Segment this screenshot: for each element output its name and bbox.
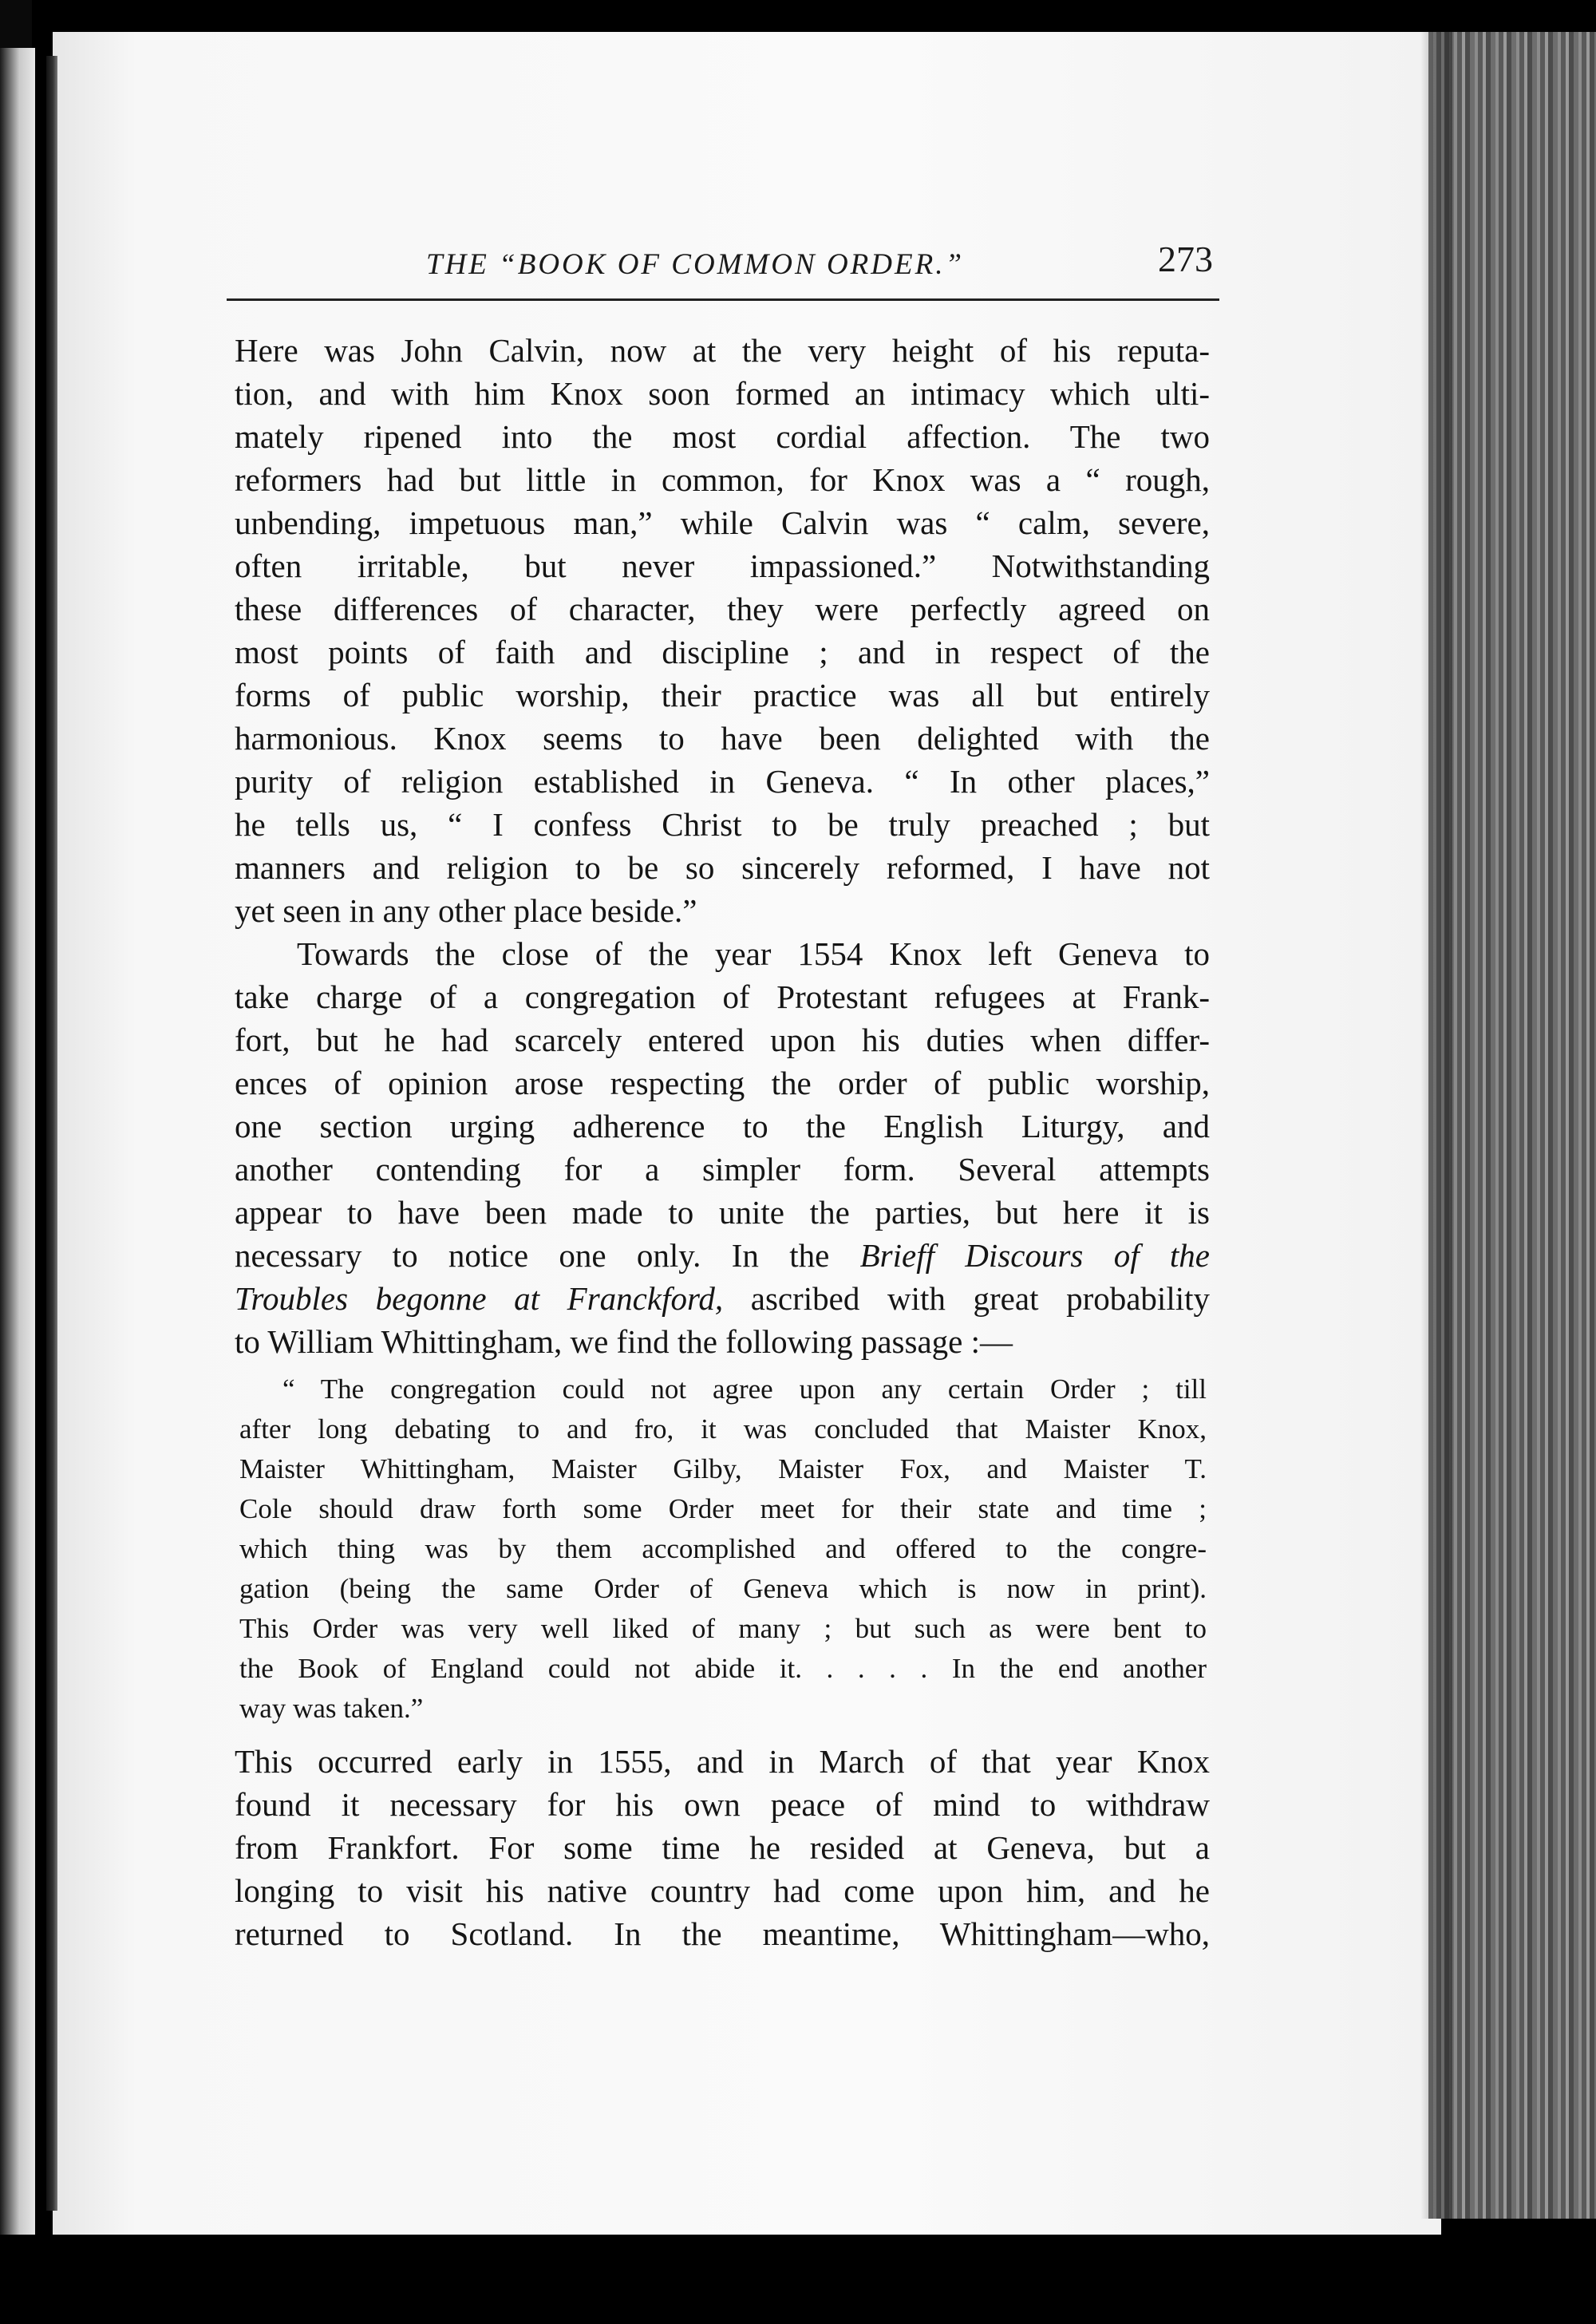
gutter [46, 56, 57, 2211]
paragraph-3 [235, 1740, 1210, 1955]
text-line: reformers had but little in common, for Knox was a “ rough, [235, 461, 1210, 498]
text-line: Here was John Calvin, now at the very height of his reputa- [235, 332, 1210, 369]
text-line: take charge of a congregation of Protestant refugees at Frank- [235, 978, 1210, 1015]
text-line: tion, and with him Knox soon formed an intimacy which ulti- [235, 375, 1210, 412]
header-rule [227, 298, 1219, 301]
text-line: most points of faith and discipline ; and in respect of the [235, 634, 1210, 670]
quote-line: This Order was very well liked of many ; but such as were bent to [239, 1613, 1207, 1644]
text-line: appear to have been made to unite the parties, but here it is [235, 1194, 1210, 1231]
page-edges-stack [1428, 32, 1596, 2219]
quote-line: Maister Whittingham, Maister Gilby, Maister Fox, and Maister T. [239, 1453, 1207, 1484]
quote-line: after long debating to and fro, it was concluded that Maister Knox, [239, 1413, 1207, 1445]
text-line: yet seen in any other place beside.” [235, 892, 697, 929]
text-line: another contending for a simpler form. Several attempts [235, 1151, 1210, 1188]
text-line: harmonious. Knox seems to have been delighted with the [235, 720, 1210, 757]
quote-line: the Book of England could not abide it. . . . . In the end another [239, 1653, 1207, 1684]
running-head: THE “BOOK OF COMMON ORDER.” [426, 248, 965, 281]
paragraph-2 [235, 932, 1210, 1363]
book-title-italic: Brieff Discours of the [859, 1237, 1210, 1274]
text-line: ences of opinion arose respecting the order of public worship, [235, 1065, 1210, 1101]
text-line: This occurred early in 1555, and in March of that year Knox [235, 1743, 1210, 1780]
text-run: ascribed with great probability [723, 1280, 1210, 1317]
text-line: purity of religion established in Geneva. “ In other places,” [235, 763, 1210, 800]
text-line: found it necessary for his own peace of mind to withdraw [235, 1786, 1210, 1823]
paragraph-1 [235, 329, 1210, 932]
text-line: mately ripened into the most cordial affection. The two [235, 418, 1210, 455]
block-quote [235, 1370, 1210, 1729]
page-edge-shadow [1420, 32, 1452, 2219]
text-line: often irritable, but never impassioned.” Notwithstanding [235, 547, 1210, 584]
text-line: longing to visit his native country had come upon him, and he [235, 1872, 1210, 1909]
body-text [235, 329, 1210, 1955]
quote-line: way was taken.” [239, 1693, 424, 1724]
page-header [227, 238, 1219, 302]
text-line: manners and religion to be so sincerely reformed, I have not [235, 849, 1210, 886]
quote-line: Cole should draw forth some Order meet for their state and time ; [239, 1493, 1207, 1524]
page-number: 273 [1158, 239, 1213, 279]
text-line [235, 1277, 1210, 1320]
background-bottom [0, 2235, 1596, 2324]
text-line: unbending, impetuous man,” while Calvin was “ calm, severe, [235, 504, 1210, 541]
book-title-italic: Troubles begonne at Franckford, [235, 1280, 724, 1317]
text-line: these differences of character, they were perfectly agreed on [235, 591, 1210, 627]
text-line: fort, but he had scarcely entered upon his duties when differ- [235, 1022, 1210, 1058]
text-line: he tells us, “ I confess Christ to be truly preached ; but [235, 806, 1210, 843]
text-line: Towards the close of the year 1554 Knox left Geneva to [297, 935, 1210, 972]
text-line: from Frankfort. For some time he resided at Geneva, but a [235, 1829, 1210, 1866]
text-line: to William Whittingham, we find the following passage :— [235, 1323, 1013, 1360]
quote-line: gation (being the same Order of Geneva which is now in print). [239, 1573, 1207, 1604]
text-run: necessary to notice one only. In the [235, 1237, 860, 1274]
text-line: returned to Scotland. In the meantime, Whittingham—who, [235, 1915, 1210, 1952]
quote-line: which thing was by them accomplished and offered to the congre- [239, 1533, 1207, 1564]
text-line: one section urging adherence to the English Liturgy, and [235, 1108, 1210, 1144]
text-line: forms of public worship, their practice was all but entirely [235, 677, 1210, 713]
previous-page-edge [0, 48, 35, 2235]
quote-line: “ The congregation could not agree upon any certain Order ; till [282, 1373, 1207, 1405]
text-line [235, 1234, 1210, 1277]
